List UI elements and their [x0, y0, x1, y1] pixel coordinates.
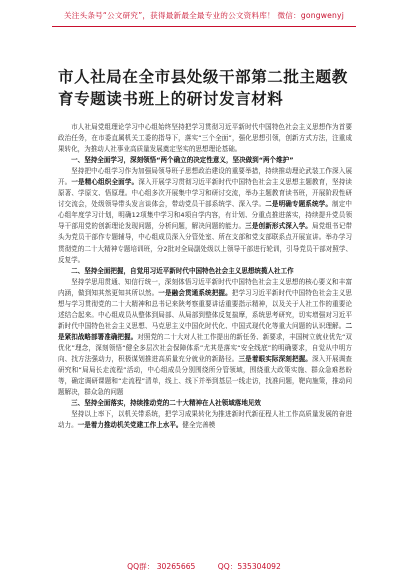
footer [0, 561, 408, 572]
body-paragraph [58, 409, 352, 431]
section-heading [58, 155, 352, 166]
text-run: 对照党的二十大对人社工作提出的新任务、新要求，丰国树立就业优先“双优化”理念，深刻领悟“健全多层次社会保障体系”尤其是落实“安全线底”的明确要求，自觉从中明方向、找方法强动力，积极谋划推进高质量充分就业的新路径。 [58, 332, 352, 363]
text-run: 局党组书记带头为党员干部作专题辅导，中心组成员深入分管处室、所在支部和党支部联系点开展宣讲。举办学习贯彻党的二十大精神专题培训班，分2批对全局副处级以上领导干部进行轮训，引导党员干部对照学、反复学。 [58, 222, 352, 264]
text-run: 坚持以上率下，以机关带系统，把学习成果转化为推进新时代新征程人社工作高质量发展的奋进动力。 [58, 410, 352, 430]
bold-phrase: 二是明确专题系统学。 [265, 200, 333, 209]
text-run: 一、坚持全面学习，深刻领悟“两个确立的决定性意义，坚决做到“两个维护” [71, 156, 294, 165]
text-run: 市人社局党组理论学习中心组始终坚持把学习贯彻习近平新时代中国特色社会主义思想作为首要政治任务，在市委直属机关工委的指导下，落实“三个全面”，强化思想引领，创新方式方法，注重成果转化，为推动人社事业高质量发展奠定坚实的思想理论基础。 [58, 123, 352, 154]
body-paragraph [58, 277, 352, 399]
bold-phrase: 一是精心组织全面学。 [71, 178, 139, 187]
body-paragraph [58, 166, 352, 265]
section-heading [58, 266, 352, 277]
bold-phrase: 一是融会贯通系统把握。 [158, 288, 232, 297]
text-run: 深入开展调查研究和“局局长走流程”活动，中心组成员分别围绕所分管领域，围绕重大政策实施、群众急难愁盼等，确定调研课题和“走流程”清单，线上、线下并举到基层一线走访，找准问题，靶向施策，推动问题解决，群众急的问题 [58, 354, 352, 397]
text-run: 深入开展学习贯彻习近平新时代中国特色社会主义思想主题教育，坚持读原著、学原文、悟原理。中心组多次开展集中学习和研讨交流，举办主题教育读书班，开展阶段性研讨交流会，处级领导带头发言谈体会，带动党员干部系统学、深入学。 [58, 178, 352, 209]
banner-text: 关注头条号“公文研究”，获得最新最全最专业的公文资料库！ 微信：gongwenyj [63, 11, 345, 20]
bold-phrase: 三是着眼实际深刻把握。 [238, 354, 312, 363]
top-banner [0, 0, 408, 34]
bold-phrase: 一是着力推动机关党建工作上水平。 [77, 421, 183, 430]
text-run: 制定中心组年度学习计划，明确12项集中学习和4项自学内容，有计划、分重点推进落实，持续提升党员领导干部用党的创新理论发现问题，分析问题，解决问题的能力。 [58, 200, 352, 231]
footer-qq: QQ：535304092 [217, 562, 281, 571]
text-run: 把学习习近平新时代中国特色社会主义思想与学习贯彻党的二十大精神和总书记来陕考察重要讲话重要指示精神，以及关于人社工作的重要论述结合起来。中心组成员从整体到局部、从局部到整体反复揣摩，系统思考研究，切实增强对习近平新时代中国特色社会主义思想、马克思主义中国化时代化、中国式现代化等重大问题的认识理解。 [58, 288, 352, 330]
text-run: 三、坚持全面落实，持续推动党的二十大精神在人社领域落地见效 [71, 399, 261, 408]
document-title: 市人社局在全市县处级干部第二批主题教育专题读书班上的研讨发言材料 [58, 68, 348, 108]
section-heading [58, 398, 352, 409]
text-run: 坚持学思用贯通、知信行统一，深刻体悟习近平新时代中国特色社会主义思想的核心要义和丰富内涵，做到知其然更知其所以然。 [58, 277, 352, 297]
document-body [58, 122, 352, 431]
bold-phrase: 二是紧扣战略部署准确把握。 [58, 321, 352, 341]
body-paragraph [58, 122, 352, 155]
footer-qq-group: QQ群： 30265665 [127, 562, 196, 571]
text-run: 二、坚持全面把握，自觉用习近平新时代中国特色社会主义思想统揽人社工作 [71, 266, 294, 275]
text-run: 健全完善模 [182, 421, 216, 430]
bold-phrase: 三是创新形式深入学。 [245, 222, 312, 231]
banner-rule [52, 26, 356, 27]
text-run: 坚持把中心组学习作为加强局领导班子思想政治建设的重要举措，持续推动理论武装工作深入展开。 [58, 167, 352, 187]
